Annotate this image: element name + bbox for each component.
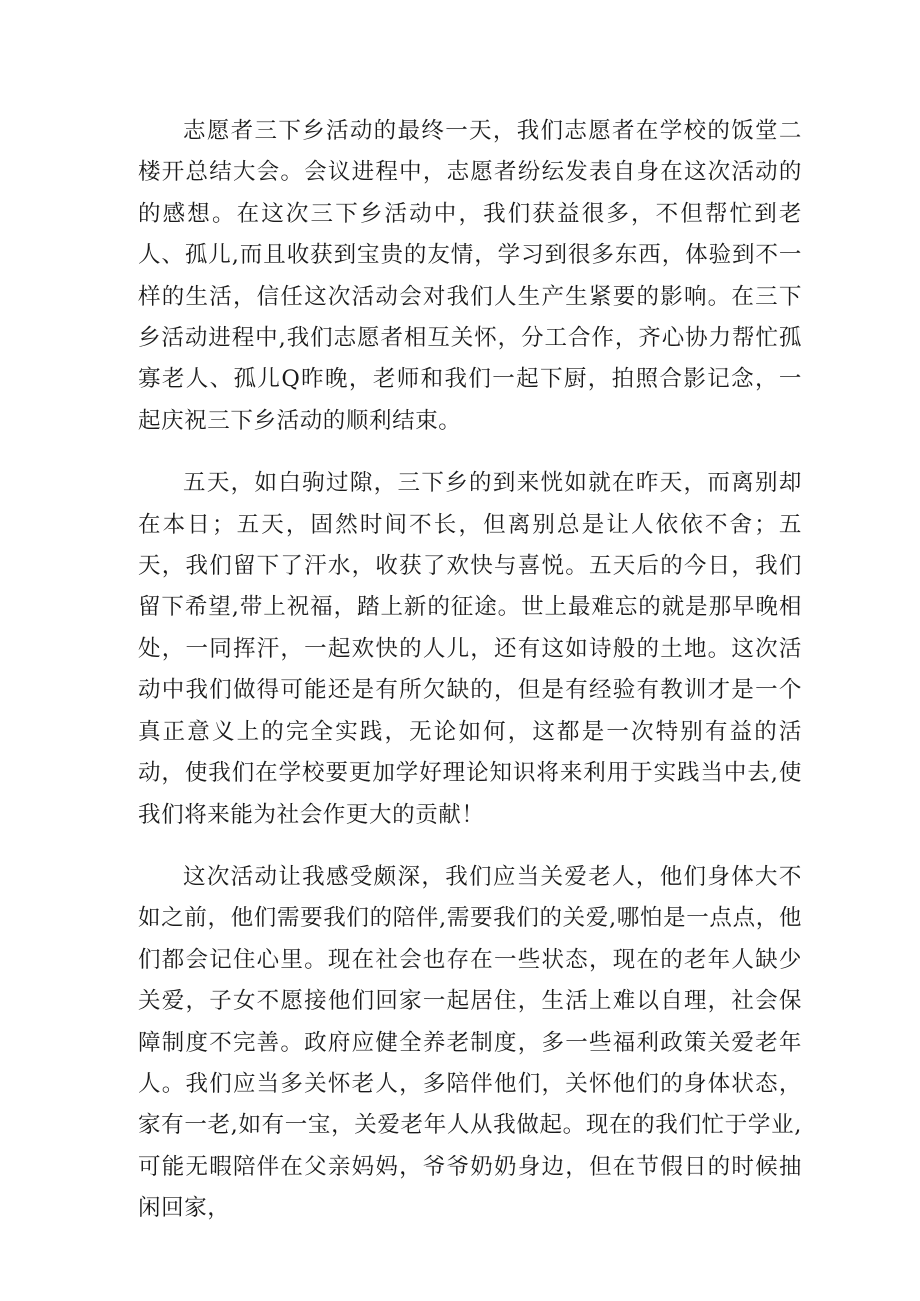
paragraph-five-days: 五天，如白驹过隙，三下乡的到来恍如就在昨天，而离别却在本日；五天，固然时间不长，但离别总是让人依依不舍；五天，我们留下了汗水，收获了欢快与喜悦。五天后的今日，我们留下希望,带上祝福，踏上新的征途。世上最难忘的就是那早晚相处，一同挥汗，一起欢快的人儿，还有这如诗般的土地。这次活动中我们做得可能还是有所欠缺的，但是有经验有教训才是一个真正意义上的完全实践，无论如何，这都是一次特别有益的活动，使我们在学校要更加学好理论知识将来利用于实践当中去,使我们将来能为社会作更大的贡献！ [138,470,802,828]
paragraph-reflection: 这次活动让我感受颇深，我们应当关爱老人，他们身体大不如之前，他们需要我们的陪伴,需要我们的关爱,哪怕是一点点，他们都会记住心里。现在社会也存在一些状态，现在的老年人缺少关爱，子女不愿接他们回家一起居住，生活上难以自理，社会保障制度不完善。政府应健全养老制度，多一些福利政策关爱老年人。我们应当多关怀老人，多陪伴他们，关怀他们的身体状态，家有一老,如有一宝，关爱老年人从我做起。现在的我们忙于学业,可能无暇陪伴在父亲妈妈，爷爷奶奶身边，但在节假日的时候抽闲回家， [138,863,802,1222]
document-body [138,111,802,1230]
paragraph-summary: 志愿者三下乡活动的最终一天，我们志愿者在学校的饭堂二楼开总结大会。会议进程中，志愿者纷纭发表自身在这次活动的的感想。在这次三下乡活动中，我们获益很多，不但帮忙到老人、孤儿,而且收获到宝贵的友情，学习到很多东西，体验到不一样的生活，信任这次活动会对我们人生产生紧要的影响。在三下乡活动进程中,我们志愿者相互关怀，分工合作，齐心协力帮忙孤寡老人、孤儿Q昨晚，老师和我们一起下厨，拍照合影记念，一起庆祝三下乡活动的顺利结束。 [138,118,802,434]
